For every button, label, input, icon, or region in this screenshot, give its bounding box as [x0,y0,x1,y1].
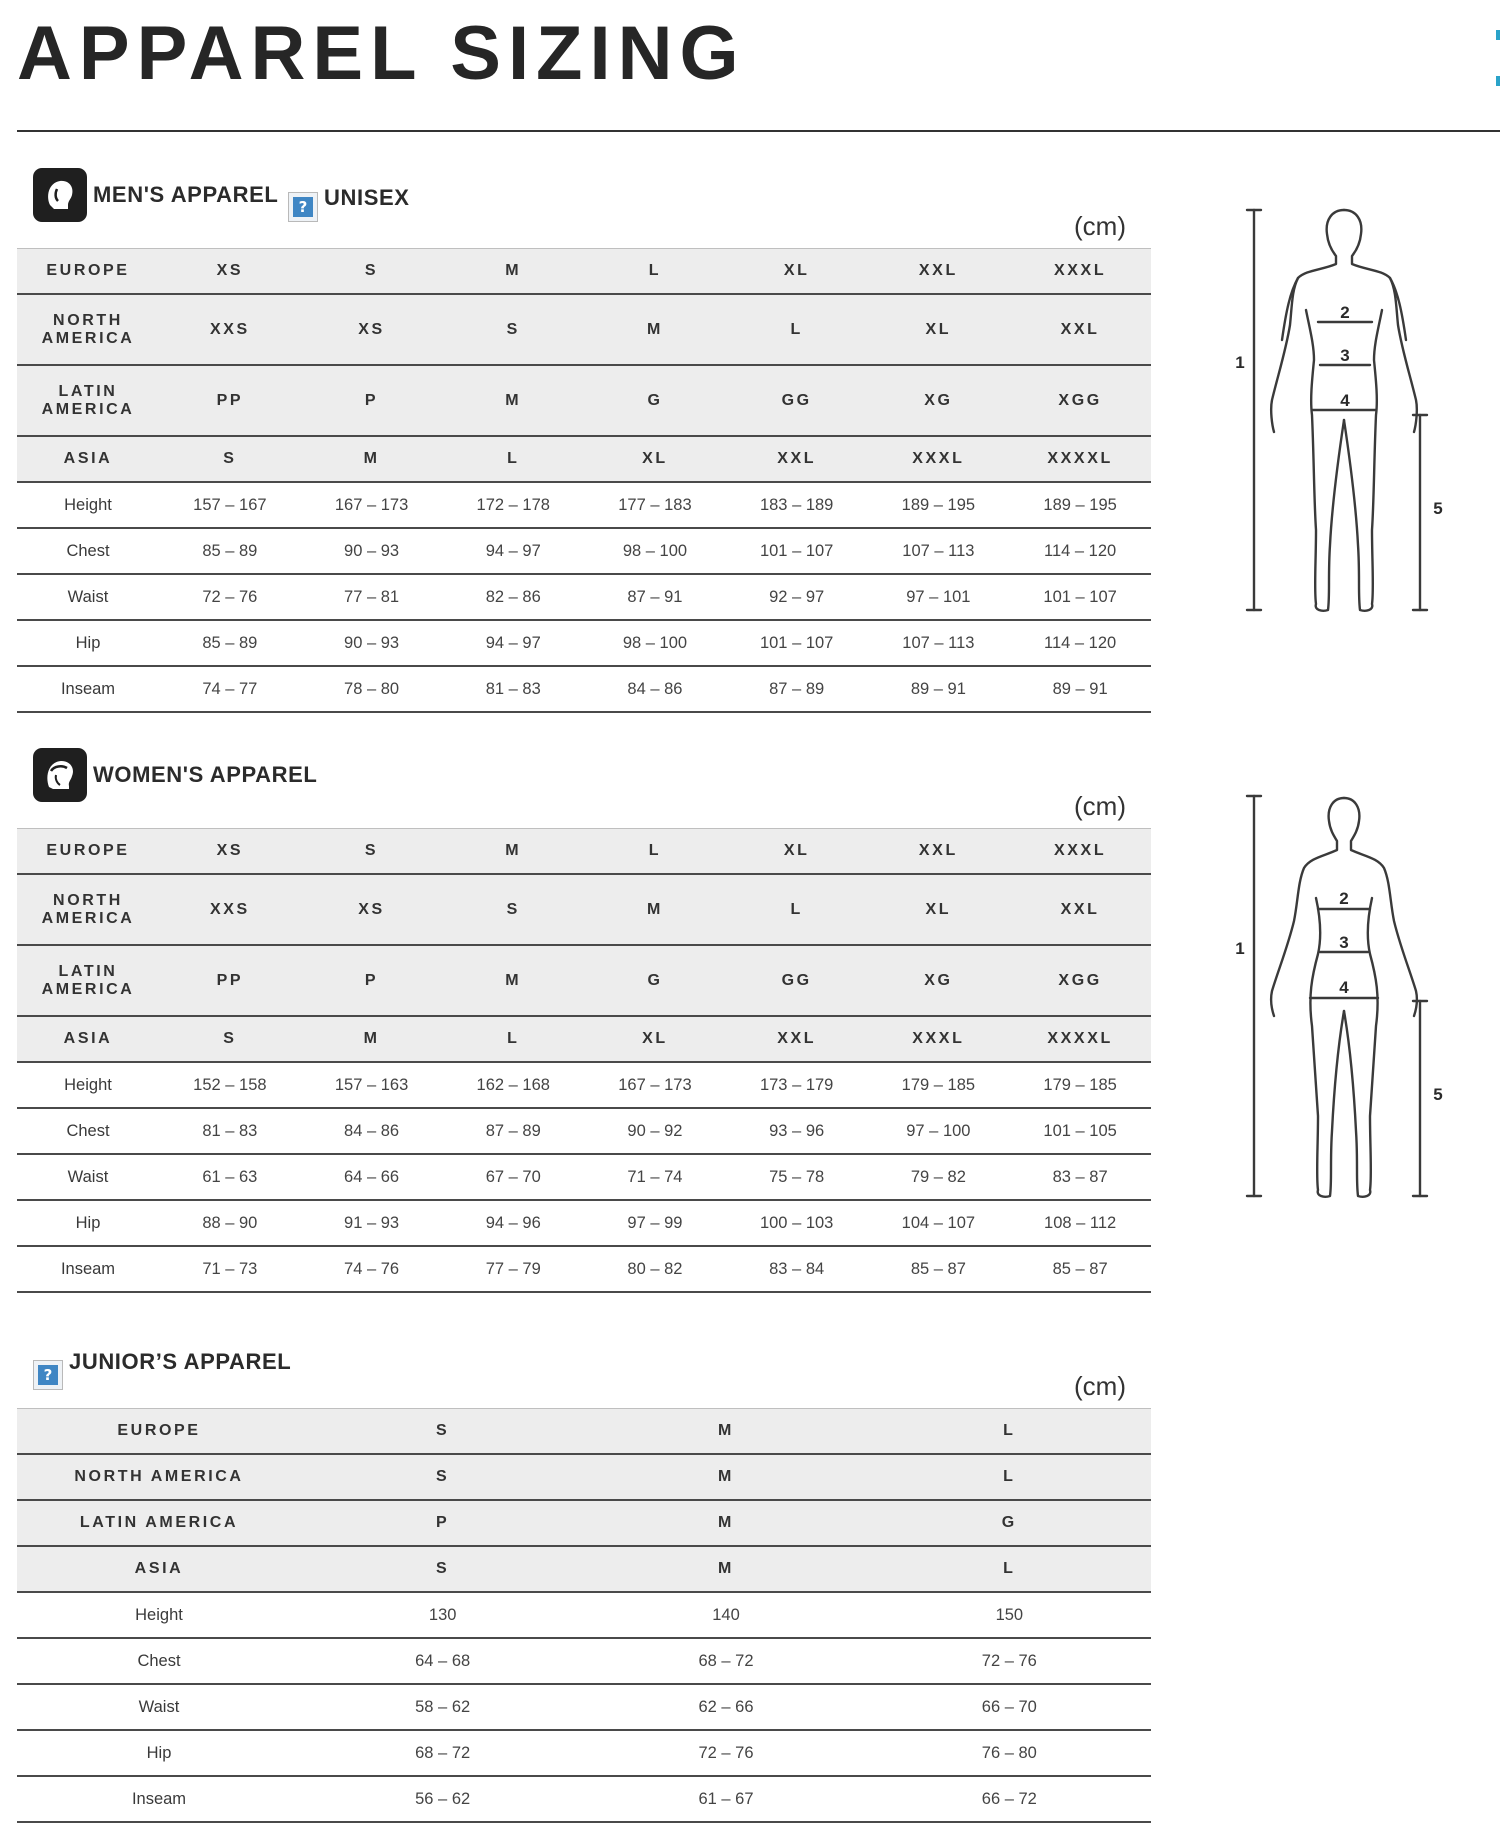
table-row [17,1454,1151,1500]
measurement-cell: 83 – 84 [726,1246,868,1292]
measurement-cell: 78 – 80 [301,666,443,712]
juniors-section [17,1328,1151,1823]
measurement-label: Chest [17,528,159,574]
mens-section-label: MEN'S APPAREL [93,182,279,207]
female-measurement-figure [1220,786,1470,1226]
size-cell: M [301,436,443,482]
measurement-cell: 88 – 90 [159,1200,301,1246]
size-cell: XXS [159,294,301,365]
measurement-label: Hip [17,620,159,666]
measurement-cell: 72 – 76 [159,574,301,620]
size-cell: L [442,1016,584,1062]
juniors-label-group [33,1338,291,1390]
measurement-cell: 72 – 76 [868,1638,1151,1684]
measurement-label: Inseam [17,1246,159,1292]
region-label: ASIA [17,1016,159,1062]
figure-label-1: 1 [1235,353,1245,372]
measurement-cell: 67 – 70 [442,1154,584,1200]
mens-size-table [17,248,1151,713]
measurement-cell: 108 – 112 [1009,1200,1151,1246]
size-cell: L [726,874,868,945]
mens-section [17,168,1151,713]
table-row [17,620,1151,666]
size-cell: M [584,294,726,365]
measurement-cell: 61 – 63 [159,1154,301,1200]
size-cell: S [159,436,301,482]
size-cell: XXXL [868,436,1010,482]
measurement-cell: 130 [301,1592,584,1638]
size-cell: L [442,436,584,482]
measurement-cell: 189 – 195 [1009,482,1151,528]
measurement-cell: 98 – 100 [584,620,726,666]
measurement-cell: 94 – 97 [442,528,584,574]
measurement-cell: 98 – 100 [584,528,726,574]
womens-size-table [17,828,1151,1293]
table-row [17,1108,1151,1154]
size-cell: XXXXL [1009,1016,1151,1062]
table-row [17,436,1151,482]
region-label: EUROPE [17,249,159,295]
size-cell: M [584,1409,867,1455]
figure-label-2: 2 [1340,303,1350,322]
region-label: NORTH AMERICA [17,874,159,945]
size-cell: G [584,365,726,436]
table-row [17,666,1151,712]
size-cell: XS [159,249,301,295]
measurement-cell: 84 – 86 [584,666,726,712]
measurement-cell: 94 – 97 [442,620,584,666]
question-mark-icon: ? [288,192,318,222]
table-row [17,574,1151,620]
size-cell: S [301,249,443,295]
size-cell: XS [301,874,443,945]
size-cell: XL [584,1016,726,1062]
table-row [17,294,1151,365]
size-cell: M [442,365,584,436]
size-cell: M [584,874,726,945]
measurement-cell: 82 – 86 [442,574,584,620]
size-cell: L [584,829,726,875]
table-row [17,1776,1151,1822]
edge-accent-top [1496,30,1500,40]
table-row [17,1200,1151,1246]
measurement-cell: 75 – 78 [726,1154,868,1200]
size-cell: L [868,1409,1151,1455]
size-cell: XXS [159,874,301,945]
measurement-cell: 89 – 91 [1009,666,1151,712]
measurement-label: Waist [17,1154,159,1200]
size-cell: L [868,1454,1151,1500]
measurement-cell: 64 – 66 [301,1154,443,1200]
size-cell: GG [726,365,868,436]
measurement-cell: 107 – 113 [868,620,1010,666]
figure-label-5: 5 [1433,1085,1443,1104]
measurement-cell: 100 – 103 [726,1200,868,1246]
region-label: EUROPE [17,829,159,875]
measurement-cell: 79 – 82 [868,1154,1010,1200]
measurement-cell: 157 – 163 [301,1062,443,1108]
size-cell: M [584,1546,867,1592]
measurement-cell: 101 – 107 [1009,574,1151,620]
size-cell: XG [868,945,1010,1016]
measurement-cell: 157 – 167 [159,482,301,528]
measurement-cell: 150 [868,1592,1151,1638]
measurement-label: Hip [17,1200,159,1246]
table-row [17,1592,1151,1638]
table-row [17,874,1151,945]
table-row [17,1016,1151,1062]
measurement-cell: 101 – 107 [726,620,868,666]
size-cell: PP [159,945,301,1016]
measurement-cell: 97 – 101 [868,574,1010,620]
table-row [17,1154,1151,1200]
unisex-label-group [288,185,410,222]
size-cell: XXXL [1009,249,1151,295]
measurement-cell: 90 – 92 [584,1108,726,1154]
region-label: ASIA [17,1546,301,1592]
size-cell: XXXXL [1009,436,1151,482]
measurement-cell: 85 – 87 [868,1246,1010,1292]
measurement-cell: 97 – 100 [868,1108,1010,1154]
measurement-cell: 84 – 86 [301,1108,443,1154]
womens-section-label: WOMEN'S APPAREL [93,762,318,787]
measurement-cell: 90 – 93 [301,528,443,574]
measurement-cell: 177 – 183 [584,482,726,528]
size-cell: G [584,945,726,1016]
size-cell: L [726,294,868,365]
unit-label: (cm) [1074,791,1126,821]
measurement-cell: 74 – 77 [159,666,301,712]
figure-label-5: 5 [1433,499,1443,518]
size-cell: M [442,945,584,1016]
size-cell: S [301,1454,584,1500]
size-cell: P [301,945,443,1016]
measurement-label: Inseam [17,666,159,712]
measurement-cell: 101 – 105 [1009,1108,1151,1154]
measurement-cell: 162 – 168 [442,1062,584,1108]
measurement-cell: 58 – 62 [301,1684,584,1730]
male-measurement-figure [1220,200,1470,640]
measurement-cell: 85 – 89 [159,528,301,574]
juniors-size-table [17,1408,1151,1823]
measurement-cell: 81 – 83 [159,1108,301,1154]
table-row [17,1246,1151,1292]
measurement-cell: 114 – 120 [1009,620,1151,666]
female-body-outline-icon [1220,786,1470,1226]
size-cell: S [159,1016,301,1062]
measurement-cell: 81 – 83 [442,666,584,712]
size-cell: S [442,874,584,945]
measurement-cell: 87 – 91 [584,574,726,620]
measurement-cell: 152 – 158 [159,1062,301,1108]
size-cell: XL [868,874,1010,945]
measurement-cell: 107 – 113 [868,528,1010,574]
measurement-cell: 90 – 93 [301,620,443,666]
male-head-icon [33,168,87,222]
size-cell: XXXL [868,1016,1010,1062]
table-row [17,528,1151,574]
measurement-cell: 66 – 70 [868,1684,1151,1730]
table-row [17,1638,1151,1684]
table-row [17,365,1151,436]
measurement-label: Chest [17,1638,301,1684]
size-cell: S [301,829,443,875]
measurement-label: Height [17,1062,159,1108]
female-head-icon [33,748,87,802]
page-title: APPAREL SIZING [17,11,746,96]
size-cell: S [442,294,584,365]
measurement-cell: 89 – 91 [868,666,1010,712]
size-cell: S [301,1409,584,1455]
table-row [17,829,1151,875]
measurement-cell: 80 – 82 [584,1246,726,1292]
size-cell: GG [726,945,868,1016]
size-cell: XS [301,294,443,365]
measurement-cell: 56 – 62 [301,1776,584,1822]
juniors-section-label: JUNIOR’S APPAREL [69,1349,292,1374]
size-cell: G [868,1500,1151,1546]
table-row [17,945,1151,1016]
size-cell: XGG [1009,945,1151,1016]
region-label: NORTH AMERICA [17,1454,301,1500]
measurement-cell: 104 – 107 [868,1200,1010,1246]
size-cell: M [584,1500,867,1546]
table-row [17,1062,1151,1108]
size-cell: M [584,1454,867,1500]
womens-section-header [17,748,1151,828]
figure-label-2: 2 [1339,889,1349,908]
measurement-cell: 87 – 89 [726,666,868,712]
size-cell: XXL [1009,294,1151,365]
measurement-cell: 172 – 178 [442,482,584,528]
measurement-cell: 85 – 87 [1009,1246,1151,1292]
table-row [17,1546,1151,1592]
table-row [17,1730,1151,1776]
measurement-cell: 76 – 80 [868,1730,1151,1776]
figure-label-3: 3 [1339,933,1349,952]
size-cell: M [442,829,584,875]
region-label: LATIN AMERICA [17,365,159,436]
measurement-cell: 77 – 81 [301,574,443,620]
table-row [17,1684,1151,1730]
size-cell: XL [726,829,868,875]
measurement-cell: 66 – 72 [868,1776,1151,1822]
measurement-label: Waist [17,1684,301,1730]
womens-label-group [33,748,317,802]
measurement-cell: 140 [584,1592,867,1638]
measurement-cell: 68 – 72 [584,1638,867,1684]
measurement-cell: 68 – 72 [301,1730,584,1776]
size-cell: XL [584,436,726,482]
mens-section-header [17,168,1151,248]
figure-label-1: 1 [1235,939,1245,958]
measurement-cell: 114 – 120 [1009,528,1151,574]
measurement-label: Inseam [17,1776,301,1822]
size-cell: XXL [868,829,1010,875]
measurement-cell: 72 – 76 [584,1730,867,1776]
male-body-outline-icon [1220,200,1470,640]
measurement-label: Waist [17,574,159,620]
size-cell: XS [159,829,301,875]
measurement-cell: 85 – 89 [159,620,301,666]
table-row [17,1409,1151,1455]
womens-section [17,748,1151,1293]
measurement-cell: 179 – 185 [868,1062,1010,1108]
unit-label: (cm) [1074,1371,1126,1401]
measurement-cell: 94 – 96 [442,1200,584,1246]
mens-label-group [33,168,278,222]
measurement-cell: 87 – 89 [442,1108,584,1154]
size-cell: XXL [1009,874,1151,945]
size-cell: XXL [726,436,868,482]
measurement-cell: 101 – 107 [726,528,868,574]
size-cell: P [301,365,443,436]
measurement-cell: 77 – 79 [442,1246,584,1292]
size-cell: XXXL [1009,829,1151,875]
measurement-label: Chest [17,1108,159,1154]
measurement-cell: 74 – 76 [301,1246,443,1292]
size-cell: XXL [726,1016,868,1062]
region-label: LATIN AMERICA [17,945,159,1016]
title-divider [17,130,1500,132]
measurement-cell: 91 – 93 [301,1200,443,1246]
measurement-cell: 71 – 74 [584,1154,726,1200]
measurement-label: Height [17,482,159,528]
size-cell: XGG [1009,365,1151,436]
size-cell: XL [868,294,1010,365]
size-cell: M [442,249,584,295]
table-row [17,249,1151,295]
region-label: NORTH AMERICA [17,294,159,365]
measurement-label: Hip [17,1730,301,1776]
figure-label-4: 4 [1339,978,1349,997]
size-cell: XL [726,249,868,295]
juniors-section-header [17,1328,1151,1408]
size-cell: XXL [868,249,1010,295]
size-cell: S [301,1546,584,1592]
figure-label-3: 3 [1340,346,1350,365]
question-mark-icon: ? [33,1360,63,1390]
region-label: EUROPE [17,1409,301,1455]
measurement-cell: 167 – 173 [301,482,443,528]
measurement-cell: 92 – 97 [726,574,868,620]
measurement-cell: 179 – 185 [1009,1062,1151,1108]
size-cell: L [868,1546,1151,1592]
figure-label-4: 4 [1340,391,1350,410]
measurement-cell: 61 – 67 [584,1776,867,1822]
measurement-cell: 189 – 195 [868,482,1010,528]
measurement-cell: 71 – 73 [159,1246,301,1292]
measurement-cell: 183 – 189 [726,482,868,528]
measurement-label: Height [17,1592,301,1638]
measurement-cell: 167 – 173 [584,1062,726,1108]
size-cell: M [301,1016,443,1062]
table-row [17,1500,1151,1546]
measurement-cell: 83 – 87 [1009,1154,1151,1200]
measurement-cell: 93 – 96 [726,1108,868,1154]
measurement-cell: 97 – 99 [584,1200,726,1246]
size-cell: P [301,1500,584,1546]
table-row [17,482,1151,528]
size-cell: L [584,249,726,295]
measurement-cell: 62 – 66 [584,1684,867,1730]
region-label: LATIN AMERICA [17,1500,301,1546]
edge-accent-bottom [1496,76,1500,86]
unit-label: (cm) [1074,211,1126,241]
measurement-cell: 173 – 179 [726,1062,868,1108]
measurement-cell: 64 – 68 [301,1638,584,1684]
region-label: ASIA [17,436,159,482]
size-cell: PP [159,365,301,436]
unisex-label: UNISEX [324,185,410,210]
size-cell: XG [868,365,1010,436]
